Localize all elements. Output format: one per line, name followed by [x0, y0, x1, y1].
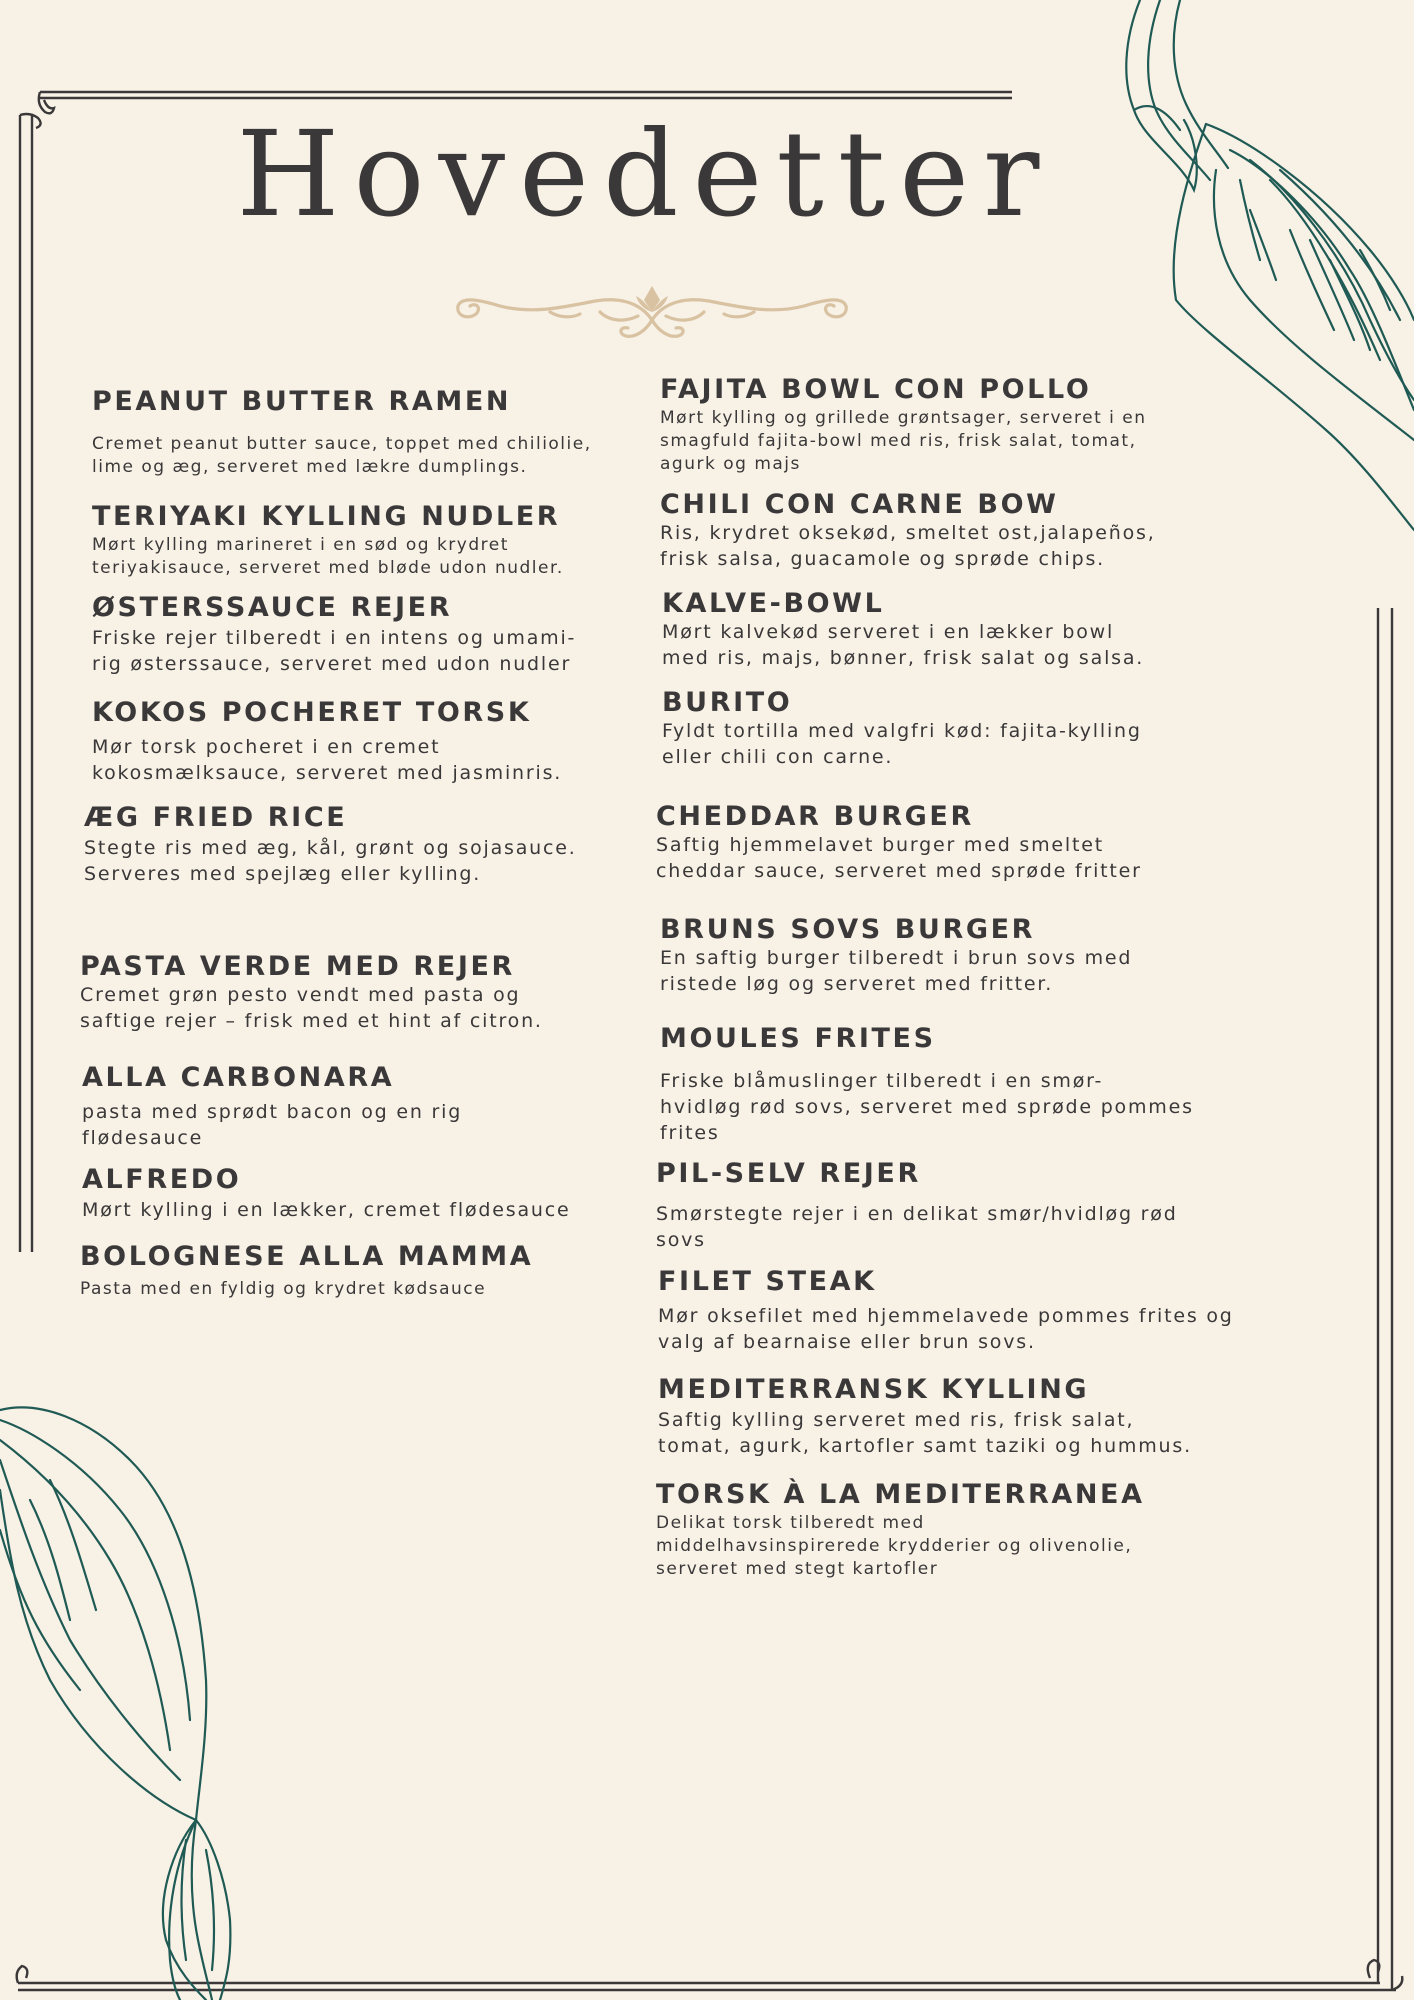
dish-name: FILET STEAK: [658, 1266, 877, 1297]
menu-item: [82, 1164, 570, 1223]
page-title: Hovedetter: [236, 105, 1054, 243]
dish-name: CHEDDAR BURGER: [656, 801, 974, 832]
dish-name: ÆG FRIED RICE: [84, 802, 348, 833]
dish-description: Stegte ris med æg, kål, grønt og sojasauce. Serveres med spejlæg eller kylling.: [84, 837, 577, 885]
dish-description: Friske blåmuslinger tilberedt i en smør- hvidløg rød sovs, serveret med sprøde pommes frites: [660, 1070, 1194, 1144]
dish-name: PIL-SELV REJER: [656, 1158, 921, 1189]
menu-item: [92, 592, 576, 677]
dish-description: Friske rejer tilberedt i en intens og umami- rig østerssauce, serveret med udon nudler: [92, 627, 577, 675]
dish-name: KOKOS POCHERET TORSK: [92, 697, 532, 728]
dish-name: BURITO: [662, 687, 793, 718]
menu-item: [84, 802, 577, 887]
dish-name: ØSTERSSAUCE REJER: [92, 592, 453, 623]
dish-name: PASTA VERDE MED REJER: [80, 951, 515, 982]
dish-description: Saftig hjemmelavet burger med smeltet cheddar sauce, serveret med sprøde fritter: [656, 834, 1142, 882]
dish-description: En saftig burger tilberedt i brun sovs med ristede løg og serveret med fritter.: [660, 947, 1133, 995]
dish-description: Mørt kylling og grillede grøntsager, serveret i en smagfuld fajita-bowl med ris, frisk salat, tomat, agurk og majs: [660, 408, 1147, 474]
dish-name: BOLOGNESE ALLA MAMMA: [80, 1241, 534, 1272]
dish-name: TERIYAKI KYLLING NUDLER: [92, 501, 561, 532]
menu-item: [658, 1266, 1234, 1355]
menu-item: [80, 951, 543, 1034]
menu-item: [656, 801, 1142, 884]
menu-item: [80, 1241, 533, 1301]
dish-description: Saftig kylling serveret med ris, frisk salat, tomat, agurk, kartofler samt taziki og hummus.: [658, 1409, 1192, 1457]
menu-item: [82, 1062, 462, 1151]
menu-item: [660, 489, 1156, 572]
menu-item: [656, 1158, 1178, 1253]
dish-description: Pasta med en fyldig og krydret kødsauce: [80, 1279, 487, 1299]
dish-name: PEANUT BUTTER RAMEN: [92, 386, 512, 417]
dish-name: ALFREDO: [82, 1164, 242, 1195]
dish-name: ALLA CARBONARA: [82, 1062, 395, 1093]
dish-name: CHILI CON CARNE BOW: [660, 489, 1059, 520]
dish-name: FAJITA BOWL CON POLLO: [660, 374, 1092, 405]
menu-item: [658, 1374, 1192, 1459]
menu-item: [92, 501, 564, 580]
menu-item: [660, 914, 1132, 997]
dish-name: TORSK À LA MEDITERRANEA: [656, 1479, 1145, 1510]
dish-description: Delikat torsk tilberedt med middelhavsinspirerede krydderier og olivenolie, serveret med stegt kartofler: [656, 1513, 1133, 1579]
menu-item: [656, 1479, 1145, 1581]
dish-description: Mørt kalvekød serveret i en lækker bowl med ris, majs, bønner, frisk salat og salsa.: [662, 621, 1145, 669]
dish-description: Cremet grøn pesto vendt med pasta og saftige rejer – frisk med et hint af citron.: [80, 984, 543, 1032]
dish-description: Mør oksefilet med hjemmelavede pommes frites og valg af bearnaise eller brun sovs.: [658, 1305, 1234, 1353]
menu-item: [92, 697, 562, 786]
menu-item: [662, 687, 1142, 770]
leaf-illustration-icon: [1120, 0, 1414, 560]
leaf-illustration-icon: [0, 1400, 250, 2000]
dish-description: Mørt kylling i en lækker, cremet flødesauce: [82, 1199, 571, 1221]
dish-description: Mør torsk pocheret i en cremet kokosmælksauce, serveret med jasminris.: [92, 736, 563, 784]
menu-item: [92, 386, 592, 479]
menu-item: [660, 1023, 1194, 1146]
menu-item: [660, 374, 1147, 476]
dish-name: MEDITERRANSK KYLLING: [658, 1374, 1090, 1405]
dish-description: Smørstegte rejer i en delikat smør/hvidløg rød sovs: [656, 1203, 1178, 1251]
dish-description: Ris, krydret oksekød, smeltet ost,jalapeños, frisk salsa, guacamole og sprøde chips.: [660, 522, 1156, 570]
dish-name: KALVE-BOWL: [662, 588, 885, 619]
ornament-flourish: [450, 278, 854, 344]
dish-name: MOULES FRITES: [660, 1023, 936, 1054]
dish-description: Fyldt tortilla med valgfri kød: fajita-kylling eller chili con carne.: [662, 720, 1142, 768]
dish-description: Cremet peanut butter sauce, toppet med chiliolie, lime og æg, serveret med lækre dumplings.: [92, 434, 592, 477]
dish-description: Mørt kylling marineret i en sød og krydret teriyakisauce, serveret med bløde udon nudler.: [92, 535, 564, 578]
menu-item: [662, 588, 1144, 671]
dish-description: pasta med sprødt bacon og en rig flødesauce: [82, 1101, 463, 1149]
dish-name: BRUNS SOVS BURGER: [660, 914, 1036, 945]
